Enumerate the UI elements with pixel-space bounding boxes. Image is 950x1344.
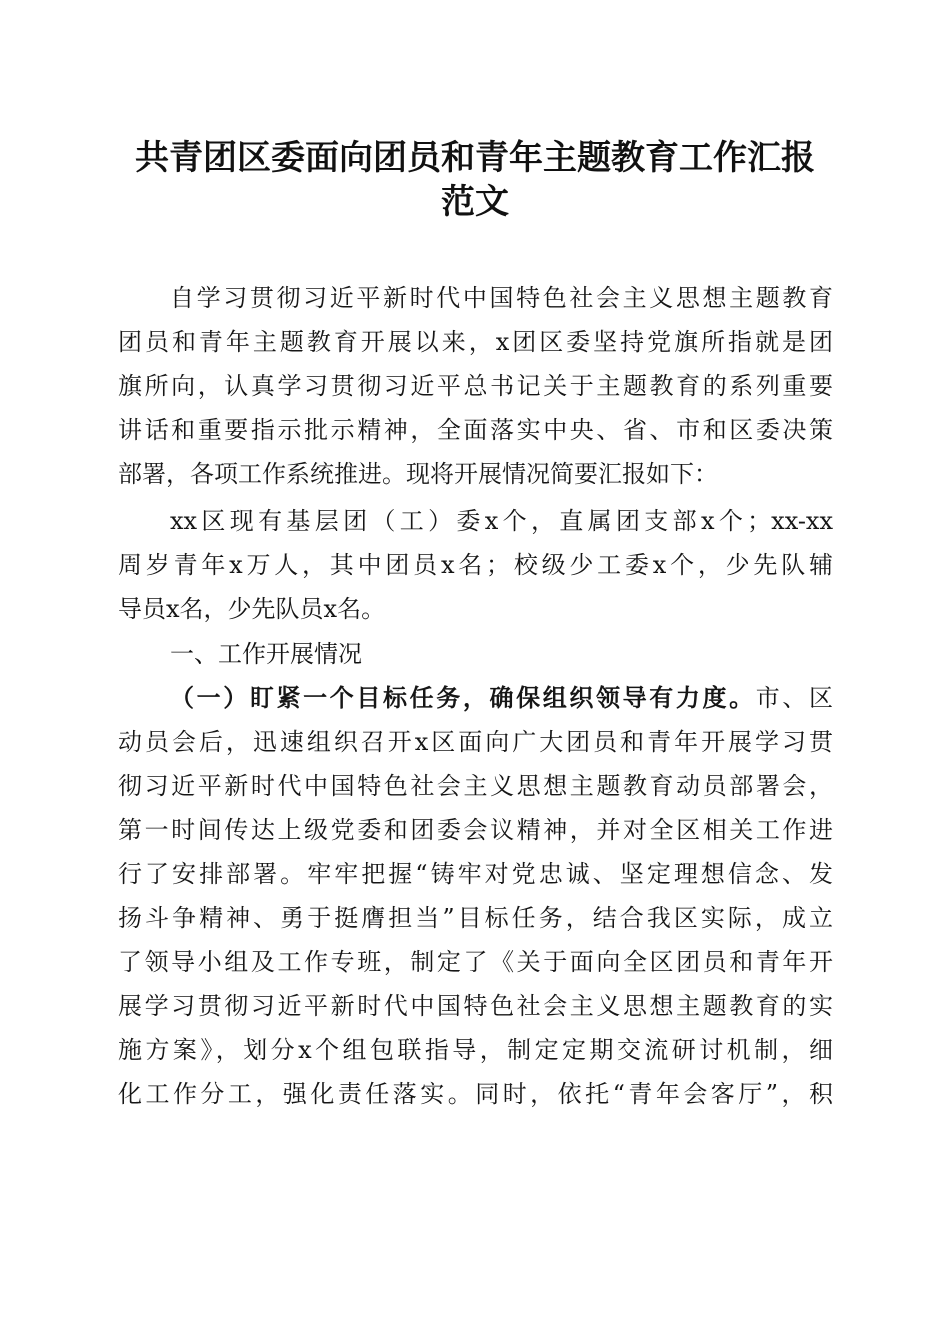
paragraph-2-line-3: 导员x名，少先队员x名。 [118,595,386,623]
subsection-1-lead: （一）盯紧一个目标任务，确保组织领导有力度。 [170,684,756,712]
subsection-1-lead-line [170,683,833,713]
subsection-1-lead-rest: 市、区 [755,684,833,712]
paragraph-1-line-3: 旗所向，认真学习贯彻习近平总书记关于主题教育的系列重要 [118,372,833,400]
paragraph-3-line-9: 化工作分工，强化责任落实。同时，依托“青年会客厅”，积 [118,1080,833,1108]
paragraph-3-line-4: 行了安排部署。牢牢把握“铸牢对党忠诚、坚定理想信念、发 [118,860,833,888]
paragraph-3-line-1: 动员会后，迅速组织召开x区面向广大团员和青年开展学习贯 [118,728,833,756]
document-title-line-1: 共青团区委面向团员和青年主题教育工作汇报 [135,138,815,178]
paragraph-1-line-4: 讲话和重要指示批示精神，全面落实中央、省、市和区委决策 [118,416,833,444]
section-heading: 一、工作开展情况 [170,640,362,668]
paragraph-2-line-2: 周岁青年x万人，其中团员x名；校级少工委x个，少先队辅 [118,551,833,579]
paragraph-3-line-6: 了领导小组及工作专班，制定了《关于面向全区团员和青年开 [118,948,833,976]
paragraph-2-line-1: xx区现有基层团（工）委x个，直属团支部x个；xx-xx [170,507,833,535]
document-title-line-2: 范文 [441,182,509,222]
paragraph-1-line-1: 自学习贯彻习近平新时代中国特色社会主义思想主题教育 [170,284,833,312]
paragraph-3-line-8: 施方案》，划分x个组包联指导，制定定期交流研讨机制，细 [118,1036,833,1064]
paragraph-3-line-5: 扬斗争精神、勇于挺膺担当”目标任务，结合我区实际，成立 [118,904,833,932]
paragraph-3-line-7: 展学习贯彻习近平新时代中国特色社会主义思想主题教育的实 [118,992,833,1020]
paragraph-3-line-3: 第一时间传达上级党委和团委会议精神，并对全区相关工作进 [118,816,833,844]
paragraph-1-line-2: 团员和青年主题教育开展以来，x团区委坚持党旗所指就是团 [118,328,833,356]
paragraph-1-line-5: 部署，各项工作系统推进。现将开展情况简要汇报如下： [118,460,718,488]
paragraph-3-line-2: 彻习近平新时代中国特色社会主义思想主题教育动员部署会， [118,772,833,800]
